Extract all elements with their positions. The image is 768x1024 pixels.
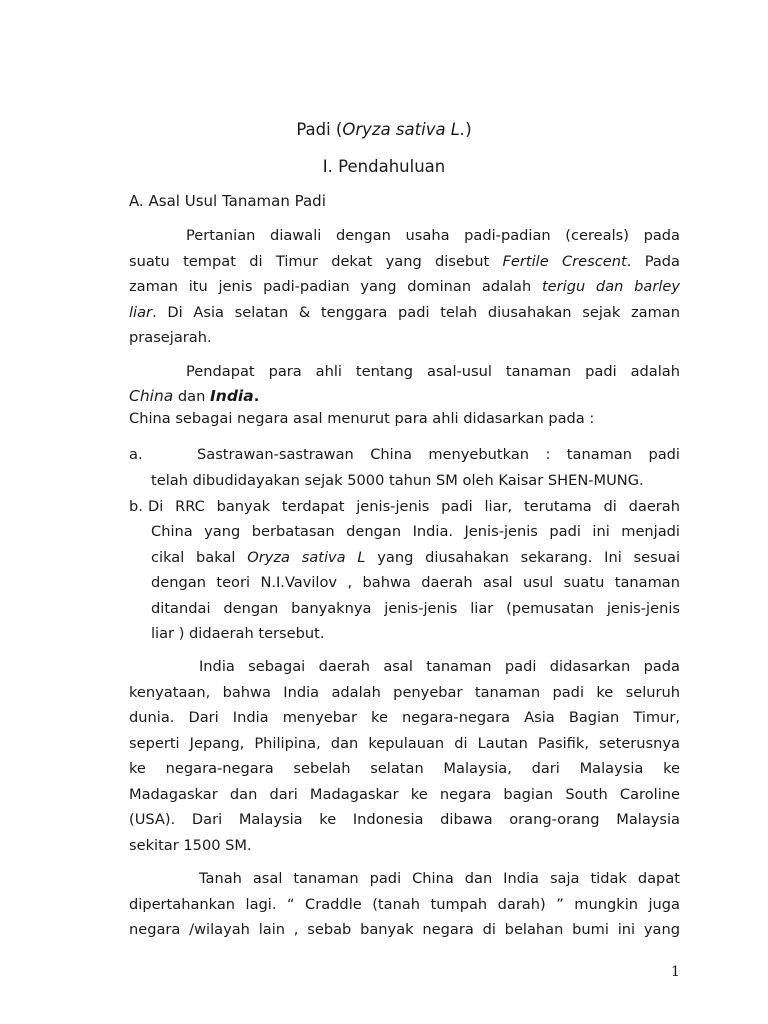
term-fertile-crescent: Fertile Crescent	[502, 253, 627, 270]
paragraph-line: Madagaskar dan dari Madagaskar ke negara bagian South Caroline	[129, 786, 680, 803]
term-oryza-sativa: Oryza sativa L	[247, 549, 366, 566]
list-item-line: telah dibudidayakan sejak 5000 tahun SM oleh Kaisar SHEN-MUNG.	[151, 472, 644, 489]
page-number: 1	[671, 964, 680, 980]
paragraph-line: dipertahankan lagi. “ Craddle (tanah tumpah darah) ” mungkin juga	[129, 896, 680, 913]
title-species-name: Oryza sativa L.	[342, 120, 466, 139]
list-item-line: Di RRC banyak terdapat jenis-jenis padi liar, terutama di daerah	[148, 498, 680, 515]
paragraph-line: liar. Di Asia selatan & tenggara padi telah diusahakan sejak zaman	[129, 304, 680, 321]
paragraph-line: zaman itu jenis padi-padian yang dominan adalah terigu dan barley	[129, 278, 680, 295]
paragraph-line: China sebagai negara asal menurut para ahli didasarkan pada :	[129, 410, 595, 427]
list-item-label-a: a.	[129, 446, 143, 463]
paragraph-line: (USA). Dari Malaysia ke Indonesia dibawa orang-orang Malaysia	[129, 811, 680, 828]
paragraph-line: India sebagai daerah asal tanaman padi didasarkan pada	[199, 658, 680, 675]
list-item-line: dengan teori N.I.Vavilov , bahwa daerah asal usul suatu tanaman	[151, 574, 680, 591]
list-item-label-b: b.	[129, 498, 143, 515]
term-china: China	[129, 387, 174, 405]
paragraph-line: Tanah asal tanaman padi China dan India saja tidak dapat	[199, 870, 680, 887]
paragraph-line: prasejarah.	[129, 329, 212, 346]
chapter-heading: I. Pendahuluan	[322, 157, 446, 176]
section-heading: A. Asal Usul Tanaman Padi	[129, 192, 326, 210]
document-title: Padi (Oryza sativa L.)	[296, 120, 472, 139]
list-item-line: liar ) didaerah tersebut.	[151, 625, 325, 642]
term-liar: liar	[129, 304, 153, 321]
list-item-line: cikal bakal Oryza sativa L yang diusahakan sekarang. Ini sesuai	[151, 549, 680, 566]
paragraph-line: dunia. Dari India menyebar ke negara-negara Asia Bagian Timur,	[129, 709, 680, 726]
paragraph-line: Pendapat para ahli tentang asal-usul tanaman padi adalah	[186, 363, 680, 380]
paragraph-line: ke negara-negara sebelah selatan Malaysia, dari Malaysia ke	[129, 760, 680, 777]
list-item-line: ditandai dengan banyaknya jenis-jenis liar (pemusatan jenis-jenis	[151, 600, 680, 617]
paragraph-line: China dan India.	[129, 387, 260, 405]
paragraph-line: negara /wilayah lain , sebab banyak negara di belahan bumi ini yang	[129, 921, 680, 938]
paragraph-line: Pertanian diawali dengan usaha padi-padian (cereals) pada	[186, 227, 680, 244]
paragraph-line: suatu tempat di Timur dekat yang disebut Fertile Crescent. Pada	[129, 253, 680, 270]
list-item-line: China yang berbatasan dengan India. Jenis-jenis padi ini menjadi	[151, 523, 680, 540]
term-terigu-barley: terigu dan barley	[541, 278, 680, 295]
list-item-line: Sastrawan-sastrawan China menyebutkan : tanaman padi	[197, 446, 680, 463]
paragraph-line: sekitar 1500 SM.	[129, 837, 252, 854]
term-india: India	[210, 387, 254, 405]
paragraph-line: kenyataan, bahwa India adalah penyebar tanaman padi ke seluruh	[129, 684, 680, 701]
paragraph-line: seperti Jepang, Philipina, dan kepulauan di Lautan Pasifik, seterusnya	[129, 735, 680, 752]
